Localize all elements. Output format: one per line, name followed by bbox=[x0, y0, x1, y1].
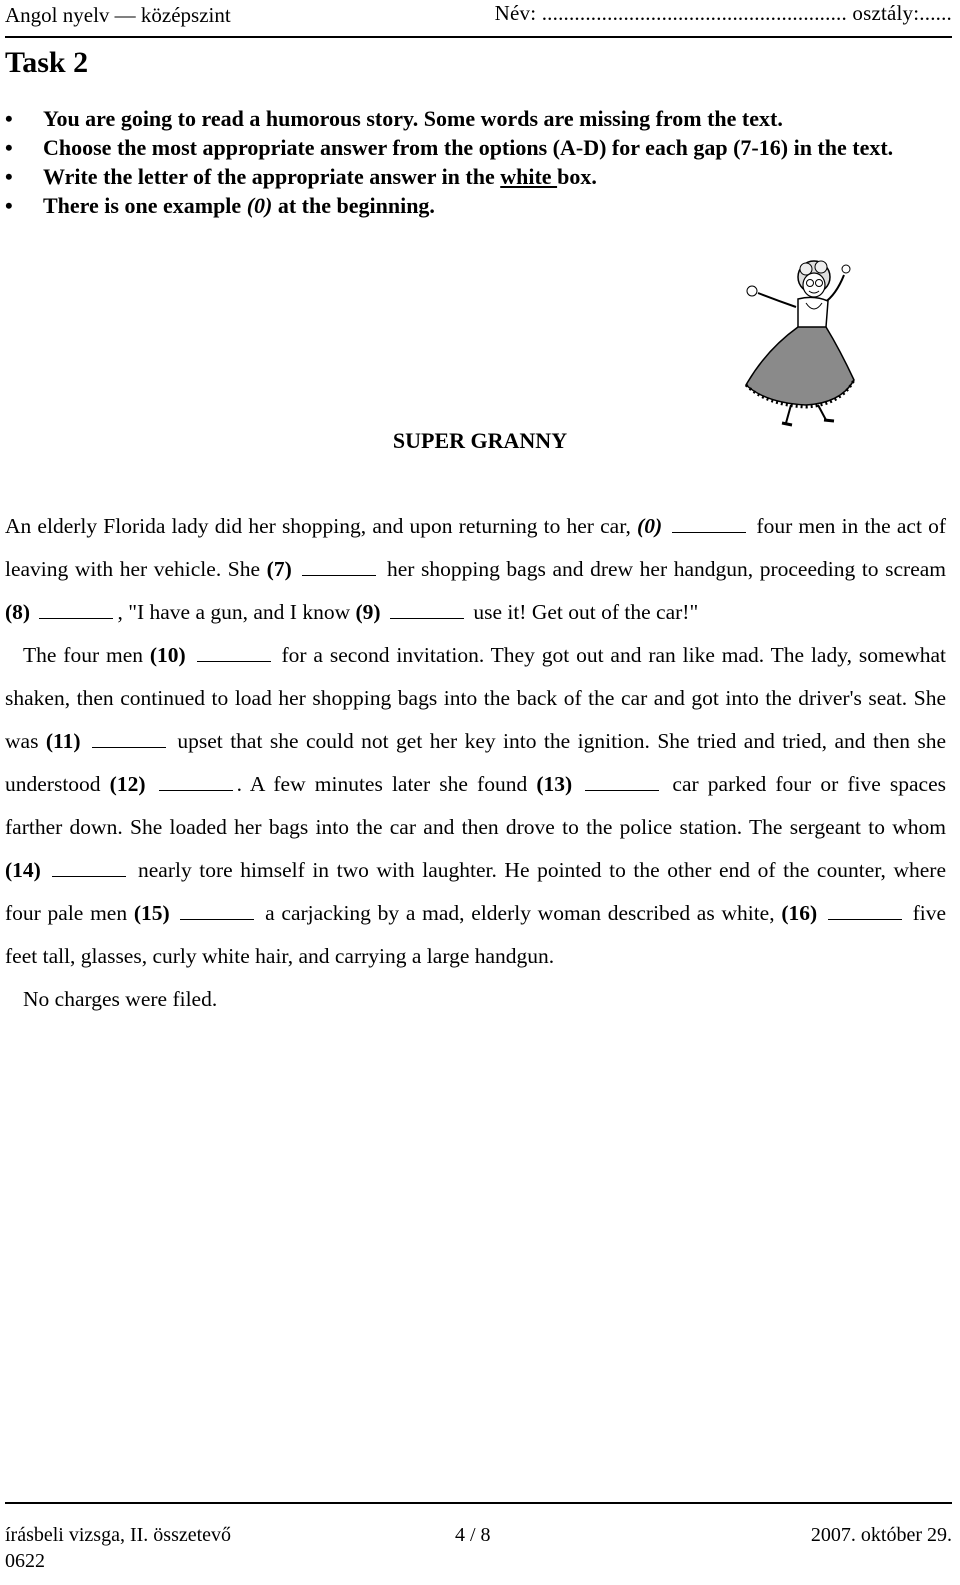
gap-label: (9) bbox=[355, 600, 381, 624]
exam-date: 2007. október 29. bbox=[810, 1524, 952, 1546]
gap-label: (16) bbox=[781, 901, 818, 925]
story-paragraph: No charges were filed. bbox=[23, 987, 218, 1011]
subject-level: Angol nyelv — középszint bbox=[5, 3, 231, 27]
story-text bbox=[5, 505, 946, 1021]
task-title: Task 2 bbox=[5, 46, 89, 79]
answer-gap[interactable] bbox=[39, 600, 113, 619]
instructions-list bbox=[5, 104, 950, 220]
gap-label: (8) bbox=[5, 600, 31, 624]
bullet-icon: • bbox=[5, 106, 13, 131]
instruction-item: • Choose the most appropriate answer from the options (A-D) for each gap (7-16) in the text. bbox=[5, 135, 894, 160]
name-class-field: Név: ........................................................ osztály:...... bbox=[494, 1, 952, 25]
bullet-icon: • bbox=[5, 164, 13, 189]
story-title: SUPER GRANNY bbox=[392, 428, 568, 453]
gap-label: (12) bbox=[109, 772, 146, 796]
answer-gap[interactable] bbox=[159, 772, 233, 791]
answer-gap[interactable] bbox=[197, 643, 271, 662]
gap-label: (10) bbox=[149, 643, 186, 667]
exam-part: írásbeli vizsga, II. összetevő bbox=[5, 1524, 232, 1546]
dancing-granny-illustration bbox=[736, 255, 866, 430]
answer-gap[interactable] bbox=[828, 901, 902, 920]
story-paragraph: The four men (10) for a second invitation. They got out and ran like mad. The lady, somewhat shaken, then continued to load her shopping bags into the back of the car and got into the driver's seat. She was (11) upset that she could not get her key into the ignition. She tried and tried, and then she understood (12) . A few minutes later she found (13) car parked four or five spaces farther down. She loaded her bags into the car and then drove to the police station. The sergeant to whom (14) nearly tore himself in two with laughter. He pointed to the other end of the counter, where four pale men (15) a carjacking by a mad, elderly woman described as white, (16) five feet tall, glasses, curly white hair, and carrying a large handgun. bbox=[5, 643, 947, 968]
answer-gap[interactable] bbox=[390, 600, 464, 619]
gap-label: (13) bbox=[536, 772, 573, 796]
page-number: 4 / 8 bbox=[455, 1524, 491, 1546]
bullet-icon: • bbox=[5, 135, 13, 160]
answer-gap[interactable] bbox=[672, 514, 746, 533]
story-paragraph: An elderly Florida lady did her shopping, and upon returning to her car, (0) four men in the act of leaving with her vehicle. She (7) her shopping bags and drew her handgun, proceeding to scream (8) , "I have a gun, and I know (9) use it! Get out of the car!" bbox=[5, 514, 947, 624]
gap-label: (14) bbox=[5, 858, 41, 882]
gap-label: (7) bbox=[266, 557, 292, 581]
page-footer bbox=[5, 1502, 952, 1584]
instruction-item: • You are going to read a humorous story. Some words are missing from the text. bbox=[5, 106, 783, 131]
answer-gap[interactable] bbox=[585, 772, 659, 791]
instruction-item: • Write the letter of the appropriate answer in the white box. bbox=[5, 164, 597, 189]
exam-code: 0622 bbox=[5, 1550, 45, 1572]
instruction-item: • There is one example (0) at the beginning. bbox=[5, 193, 435, 218]
page-header bbox=[5, 0, 952, 38]
answer-gap[interactable] bbox=[180, 901, 254, 920]
gap-label: (15) bbox=[133, 901, 170, 925]
answer-gap[interactable] bbox=[92, 729, 166, 748]
gap-label: (11) bbox=[45, 729, 81, 753]
answer-gap[interactable] bbox=[302, 557, 376, 576]
bullet-icon: • bbox=[5, 193, 13, 218]
gap-label: (0) bbox=[637, 514, 663, 538]
answer-gap[interactable] bbox=[52, 858, 126, 877]
